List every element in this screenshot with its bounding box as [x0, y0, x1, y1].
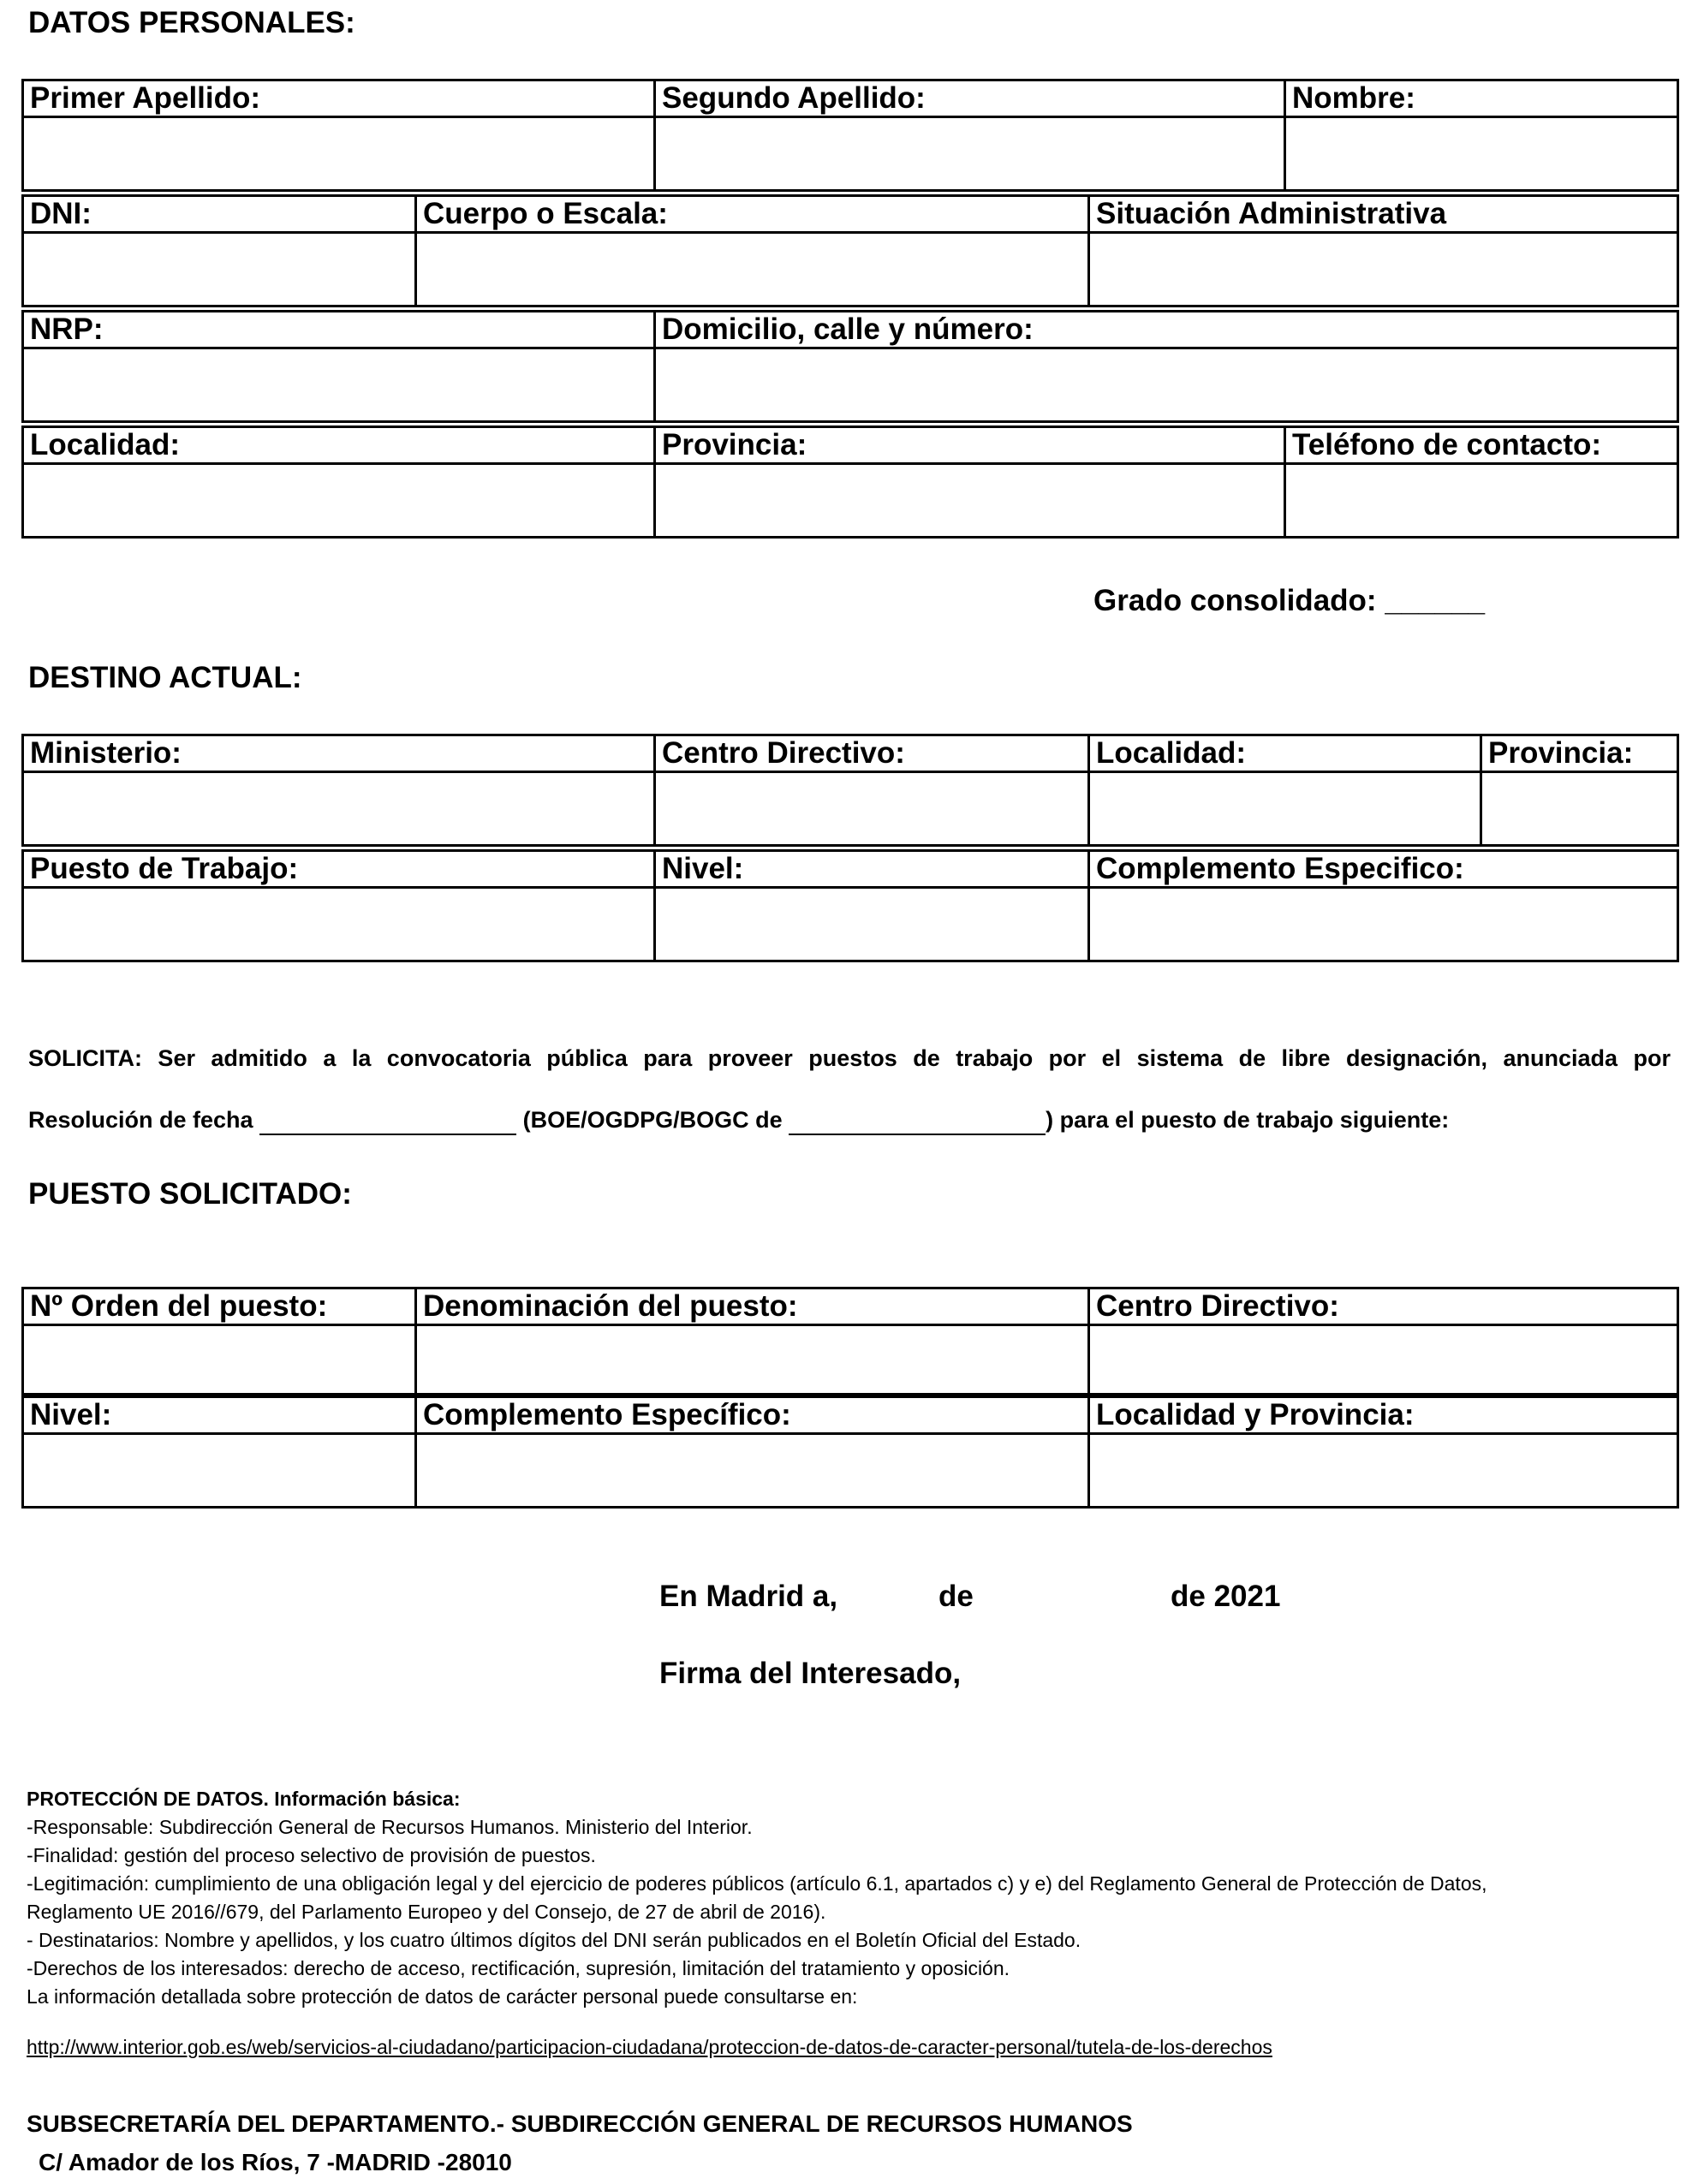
- label-primer-apellido: Primer Apellido:: [23, 80, 655, 117]
- grado-consolidado-blank[interactable]: ______: [1385, 584, 1486, 617]
- fecha-de-1: de: [938, 1580, 974, 1613]
- grado-consolidado: [1093, 584, 1485, 618]
- field-localidad[interactable]: [23, 464, 655, 538]
- proteccion-line: -Finalidad: gestión del proceso selectivo de provisión de puestos.: [27, 1844, 596, 1866]
- field-denominacion-puesto[interactable]: [416, 1325, 1089, 1395]
- label-telefono: Teléfono de contacto:: [1285, 427, 1678, 464]
- datos-personales-table-3: [21, 310, 1679, 423]
- field-primer-apellido[interactable]: [23, 117, 655, 191]
- field-puesto-trabajo[interactable]: [23, 888, 655, 961]
- datos-personales-table-2: [21, 194, 1679, 307]
- label-provincia-destino: Provincia:: [1481, 735, 1678, 772]
- proteccion-line: La información detallada sobre protección de datos de carácter personal puede consultarse en:: [27, 1985, 858, 2008]
- label-ministerio: Ministerio:: [23, 735, 655, 772]
- field-dni[interactable]: [23, 233, 416, 306]
- field-cuerpo-escala[interactable]: [416, 233, 1089, 306]
- destino-actual-table-2: [21, 849, 1679, 962]
- datos-personales-table-4: [21, 425, 1679, 539]
- solicita-line-1: SOLICITA: Ser admitido a la convocatoria pública para proveer puestos de trabajo por el sistema de libre designación, anunciada por: [28, 1045, 1671, 1071]
- field-nombre[interactable]: [1285, 117, 1678, 191]
- proteccion-line: -Legitimación: cumplimiento de una obligación legal y del ejercicio de poderes públicos (artículo 6.1, apartados c) y e) del Reglamento General de Protección de Datos,: [27, 1872, 1487, 1895]
- field-nrp[interactable]: [23, 348, 655, 422]
- label-nivel-destino: Nivel:: [655, 851, 1089, 888]
- label-localidad-destino: Localidad:: [1089, 735, 1481, 772]
- puesto-solicitado-table: [21, 1287, 1679, 1395]
- footer-address: C/ Amador de los Ríos, 7 -MADRID -28010: [39, 2149, 512, 2175]
- proteccion-line: Reglamento UE 2016//679, del Parlamento Europeo y del Consejo, de 27 de abril de 2016).: [27, 1901, 826, 1923]
- section-heading-datos-personales: DATOS PERSONALES:: [28, 6, 355, 39]
- field-complemento-destino[interactable]: [1089, 888, 1678, 961]
- solicita-puesto-label: ) para el puesto de trabajo siguiente:: [1046, 1107, 1450, 1133]
- field-provincia[interactable]: [655, 464, 1285, 538]
- datos-personales-table: [21, 79, 1679, 192]
- field-localidad-destino[interactable]: [1089, 772, 1481, 846]
- fecha-en-madrid: En Madrid a,: [659, 1580, 838, 1613]
- label-centro-directivo-solicitado: Centro Directivo:: [1089, 1288, 1678, 1325]
- label-situacion-administrativa: Situación Administrativa: [1089, 196, 1678, 233]
- label-nombre: Nombre:: [1285, 80, 1678, 117]
- field-domicilio[interactable]: [655, 348, 1678, 422]
- field-orden-puesto[interactable]: [23, 1325, 416, 1395]
- label-domicilio: Domicilio, calle y número:: [655, 312, 1678, 348]
- proteccion-title: PROTECCIÓN DE DATOS. Información básica:: [27, 1788, 461, 1810]
- label-dni: DNI:: [23, 196, 416, 233]
- solicita-resolucion-label: Resolución de fecha: [28, 1107, 253, 1133]
- solicita-line-2: [28, 1107, 1449, 1135]
- proteccion-line: -Derechos de los interesados: derecho de acceso, rectificación, supresión, limitación del tratamiento y oposición.: [27, 1957, 1010, 1979]
- proteccion-line: -Responsable: Subdirección General de Recursos Humanos. Ministerio del Interior.: [27, 1816, 753, 1838]
- section-heading-destino-actual: DESTINO ACTUAL:: [28, 661, 302, 694]
- field-segundo-apellido[interactable]: [655, 117, 1285, 191]
- label-localidad: Localidad:: [23, 427, 655, 464]
- label-centro-directivo: Centro Directivo:: [655, 735, 1089, 772]
- field-complemento-solicitado[interactable]: [416, 1434, 1089, 1508]
- field-ministerio[interactable]: [23, 772, 655, 846]
- proteccion-line: - Destinatarios: Nombre y apellidos, y los cuatro últimos dígitos del DNI serán publicados en el Boletín Oficial del Estado.: [27, 1929, 1081, 1951]
- field-nivel-solicitado[interactable]: [23, 1434, 416, 1508]
- label-denominacion-puesto: Denominación del puesto:: [416, 1288, 1089, 1325]
- firma-interesado: Firma del Interesado,: [659, 1657, 962, 1690]
- label-orden-puesto: Nº Orden del puesto:: [23, 1288, 416, 1325]
- field-situacion-administrativa[interactable]: [1089, 233, 1678, 306]
- field-localidad-provincia[interactable]: [1089, 1434, 1678, 1508]
- label-puesto-trabajo: Puesto de Trabajo:: [23, 851, 655, 888]
- label-complemento-destino: Complemento Especifico:: [1089, 851, 1678, 888]
- proteccion-url-link[interactable]: http://www.interior.gob.es/web/servicios-al-ciudadano/participacion-ciudadana/proteccion-de-datos-de-caracter-personal/tutela-de-los-derechos: [27, 2036, 1272, 2058]
- field-nivel-destino[interactable]: [655, 888, 1089, 961]
- grado-consolidado-label: Grado consolidado:: [1093, 584, 1377, 617]
- footer-subsecretaria: SUBSECRETARÍA DEL DEPARTAMENTO.- SUBDIRECCIÓN GENERAL DE RECURSOS HUMANOS: [27, 2110, 1133, 2137]
- boe-fecha-blank[interactable]: [789, 1107, 1046, 1135]
- field-centro-directivo-solicitado[interactable]: [1089, 1325, 1678, 1395]
- label-nrp: NRP:: [23, 312, 655, 348]
- field-provincia-destino[interactable]: [1481, 772, 1678, 846]
- label-provincia: Provincia:: [655, 427, 1285, 464]
- label-cuerpo-escala: Cuerpo o Escala:: [416, 196, 1089, 233]
- label-localidad-provincia: Localidad y Provincia:: [1089, 1397, 1678, 1434]
- proteccion-datos: [27, 1785, 1487, 2011]
- label-segundo-apellido: Segundo Apellido:: [655, 80, 1285, 117]
- resolucion-fecha-blank[interactable]: [259, 1107, 516, 1135]
- field-telefono[interactable]: [1285, 464, 1678, 538]
- label-complemento-solicitado: Complemento Específico:: [416, 1397, 1089, 1434]
- field-centro-directivo[interactable]: [655, 772, 1089, 846]
- solicita-boe-label: (BOE/OGDPG/BOGC de: [522, 1107, 783, 1133]
- label-nivel-solicitado: Nivel:: [23, 1397, 416, 1434]
- fecha-de-2021: de 2021: [1171, 1580, 1281, 1613]
- puesto-solicitado-table-2: [21, 1395, 1679, 1509]
- section-heading-puesto-solicitado: PUESTO SOLICITADO:: [28, 1177, 352, 1211]
- destino-actual-table: [21, 734, 1679, 847]
